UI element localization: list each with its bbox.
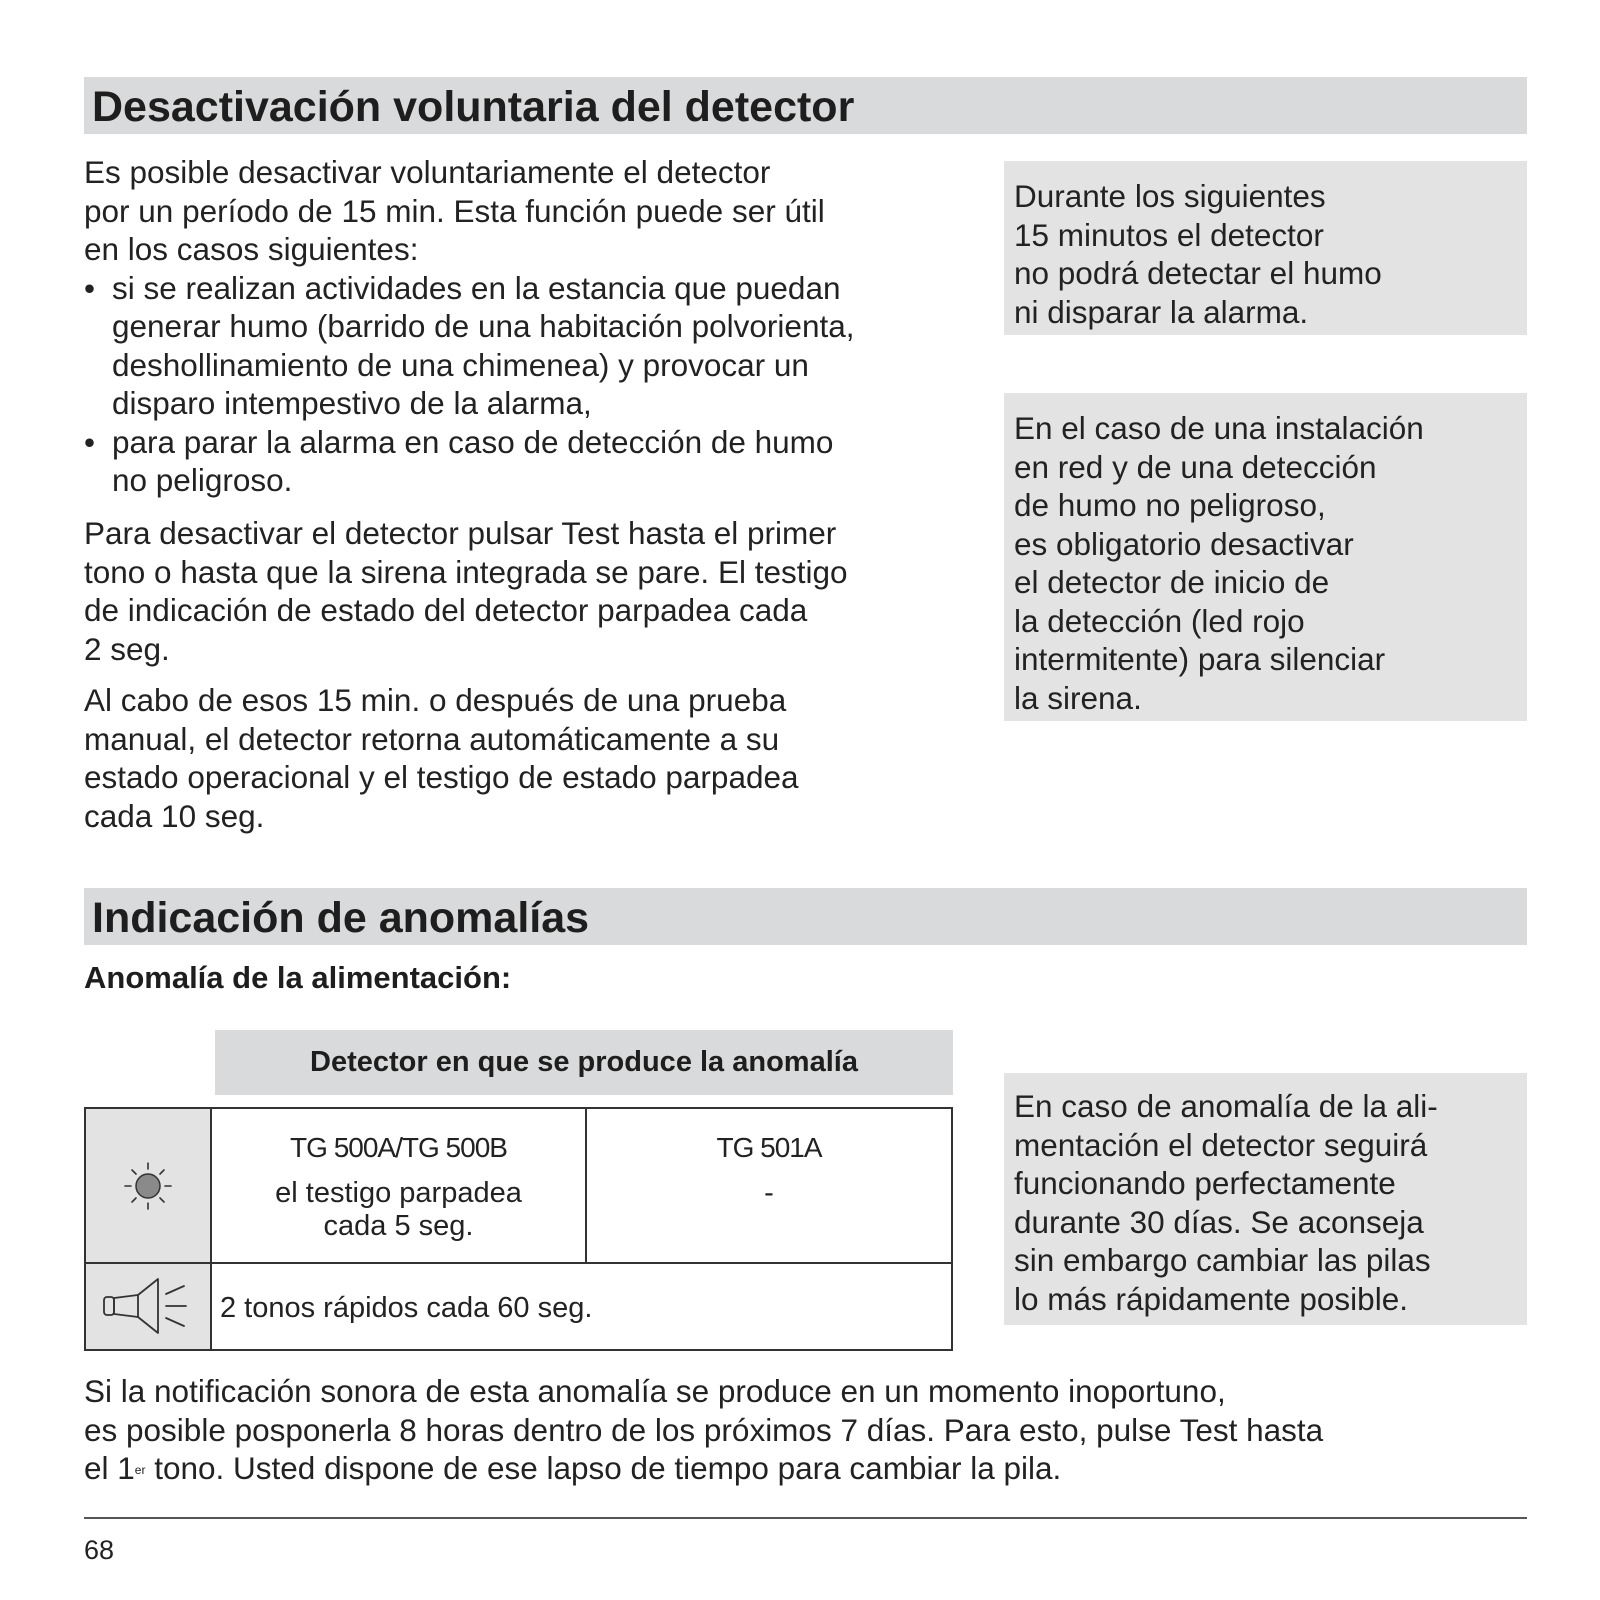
table-cell-tg500 (212, 1131, 585, 1243)
text-line: de indicación de estado del detector parpadea cada (84, 592, 808, 628)
text-line: manual, el detector retorna automáticamente a su (84, 720, 780, 757)
text-line: En el caso de una instalación (1014, 410, 1424, 446)
deactivate-paragraph (84, 514, 964, 668)
list-item (84, 423, 964, 500)
footer-divider (84, 1517, 1527, 1519)
text-line: Para desactivar el detector pulsar Test hasta el primer (84, 515, 837, 551)
postpone-paragraph (84, 1372, 1527, 1488)
text-line: 15 minutos el detector (1014, 216, 1324, 253)
text-line: cada 5 seg. (323, 1210, 474, 1242)
led-icon (86, 1109, 210, 1262)
text-line: deshollinamiento de una chimenea) y provocar un (112, 346, 809, 383)
text-fragment: tono. Usted dispone de ese lapso de tiempo para cambiar la pila. (145, 1450, 1062, 1486)
text-line: tono o hasta que la sirena integrada se pare. El testigo (84, 553, 848, 590)
text-line: la detección (led rojo (1014, 602, 1305, 639)
text-line: en red y de una detección (1014, 448, 1377, 485)
bullet-icon: • (84, 269, 96, 306)
text-line: Es posible desactivar voluntariamente el detector (84, 154, 771, 190)
text-line: es obligatorio desactivar (1014, 525, 1354, 562)
text-line: disparo intempestivo de la alarma, (112, 385, 592, 421)
text-line: mentación el detector seguirá (1014, 1126, 1428, 1163)
text-line: por un período de 15 min. Esta función puede ser útil (84, 192, 825, 229)
anomaly-table (84, 1107, 953, 1351)
icon-cell-led (86, 1109, 210, 1262)
table-cell-tg501 (587, 1131, 951, 1210)
section-title-deactivation: Desactivación voluntaria del detector (84, 77, 1527, 134)
text-line: es posible posponerla 8 horas dentro de los próximos 7 días. Para esto, pulse Test hasta (84, 1411, 1324, 1448)
subheading-power-anomaly: Anomalía de la alimentación: (84, 960, 512, 995)
text-line: la sirena. (1014, 679, 1142, 716)
text-fragment: el 1 (84, 1450, 135, 1486)
text-line (84, 1449, 1527, 1488)
text-line: el detector de inicio de (1014, 564, 1330, 600)
text-line: no podrá detectar el humo (1014, 255, 1382, 291)
text-line: para parar la alarma en caso de detección de humo (112, 423, 834, 460)
intro-paragraph (84, 153, 964, 500)
table-cell-value: - (764, 1177, 774, 1209)
text-line: funcionando perfectamente (1014, 1165, 1396, 1201)
text-line: En caso de anomalía de la ali- (1014, 1088, 1438, 1124)
text-line: Si la notificación sonora de esta anomalía se produce en un momento inoportuno, (84, 1373, 1226, 1409)
text-line: intermitente) para silenciar (1014, 641, 1386, 677)
list-item (84, 269, 964, 423)
text-line: de humo no peligroso, (1014, 487, 1326, 523)
text-line: Durante los siguientes (1014, 178, 1326, 214)
siren-icon (86, 1264, 210, 1349)
superscript: er (134, 1463, 146, 1477)
text-line: ni disparar la alarma. (1014, 293, 1309, 330)
side-note-15-minutes (1004, 161, 1527, 335)
reactivate-paragraph (84, 681, 964, 835)
text-line: generar humo (barrido de una habitación polvorienta, (112, 308, 855, 344)
text-line: estado operacional y el testigo de estado parpadea (84, 759, 799, 795)
table-cell-sound: 2 tonos rápidos cada 60 seg. (220, 1292, 593, 1324)
table-header: Detector en que se produce la anomalía (215, 1030, 953, 1095)
text-line: el testigo parpadea (275, 1177, 522, 1209)
text-line: 2 seg. (84, 630, 170, 667)
text-line: sin embargo cambiar las pilas (1014, 1242, 1431, 1278)
text-line: lo más rápidamente posible. (1014, 1280, 1408, 1317)
model-label: TG 500A/TG 500B (290, 1132, 507, 1163)
model-label: TG 501A (716, 1132, 822, 1163)
text-line: cada 10 seg. (84, 797, 265, 834)
text-line: durante 30 días. Se aconseja (1014, 1203, 1424, 1240)
table-divider (86, 1262, 951, 1264)
page-number: 68 (84, 1535, 115, 1565)
side-note-network (1004, 393, 1527, 721)
side-note-power (1004, 1073, 1527, 1325)
bullet-icon: • (84, 423, 96, 460)
icon-cell-siren (86, 1264, 210, 1349)
text-line: no peligroso. (112, 462, 293, 498)
text-line: si se realizan actividades en la estancia que puedan (112, 269, 841, 306)
text-line: Al cabo de esos 15 min. o después de una prueba (84, 682, 787, 718)
text-line: en los casos siguientes: (84, 231, 419, 267)
section-title-anomalies: Indicación de anomalías (84, 888, 1527, 945)
